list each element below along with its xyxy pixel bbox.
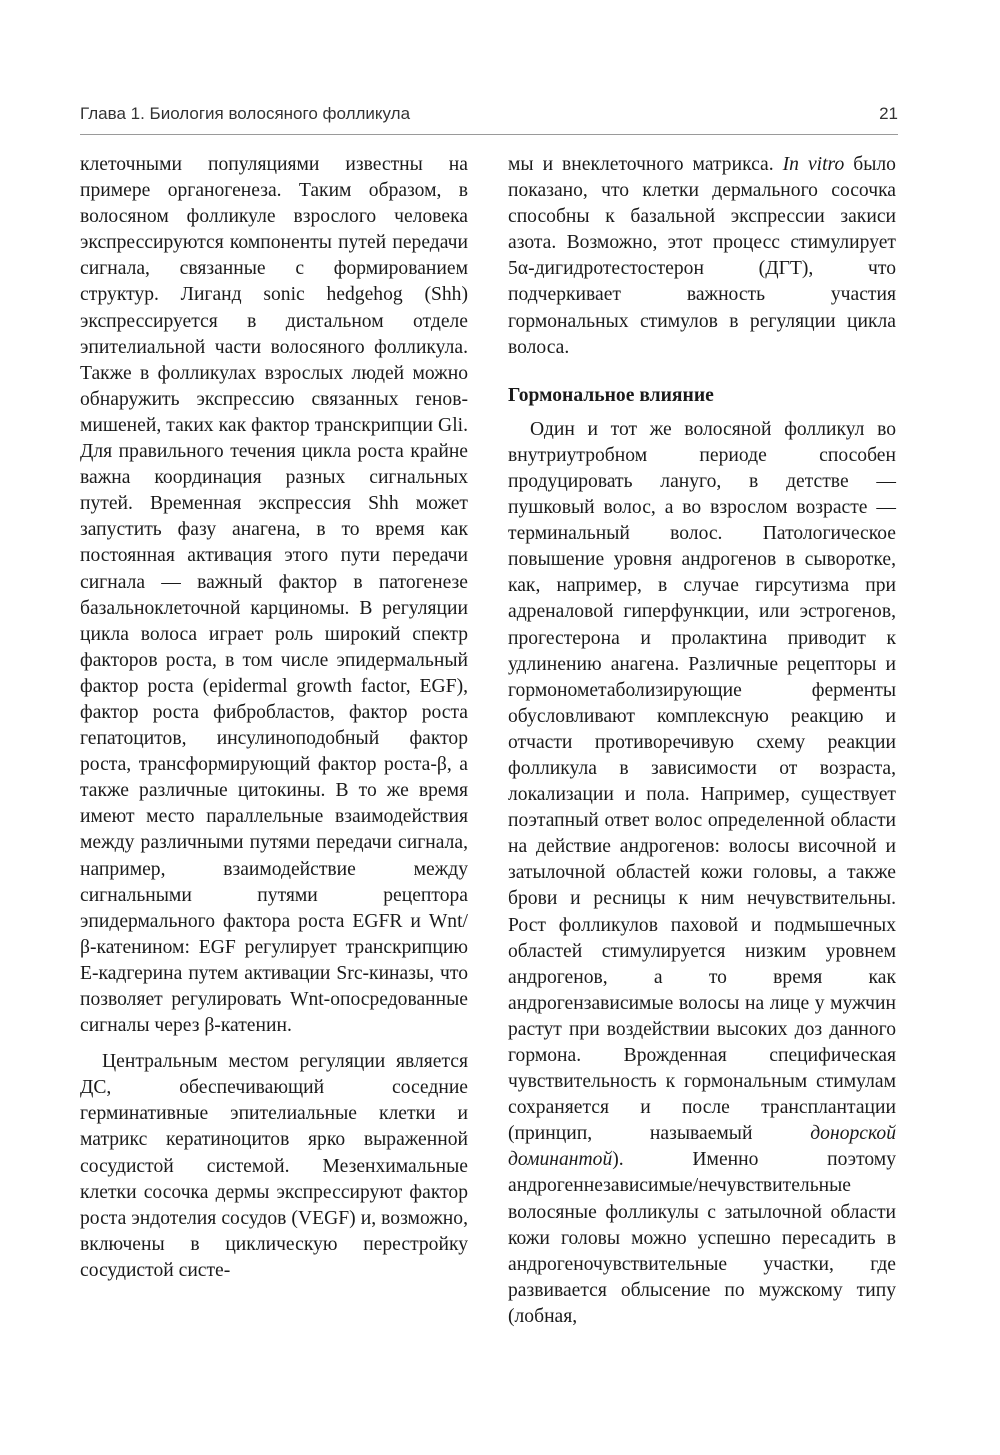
italic-term: донорской доминантой (508, 1123, 896, 1171)
text-run: ). Именно поэтому андрогеннезависимые/нечувствительные волосяные фолликулы с затылочной области кожи головы можно успешно пересадить в андрогеночувствительные участки, где развивается облысение по мужскому типу (лобная, (508, 1149, 896, 1327)
body-paragraph (508, 417, 896, 1330)
body-paragraph (508, 152, 896, 361)
page-number: 21 (879, 104, 898, 123)
body-paragraph: Центральным местом регуляции является ДС, обеспечивающий соседние герминативные эпителиальные клетки и матрикс кератиноцитов ярко выраженной сосудистой системой. Мезенхимальные клетки сосочка дермы экспрессируют фактор роста эндотелия сосудов (VEGF) и, возможно, включены в циклическую перестройку сосудистой систе- (80, 1051, 468, 1281)
body-paragraph: клеточными популяциями известны на примере органогенеза. Таким образом, в волосяном фолликуле взрослого человека экспрессируются компоненты путей передачи сигнала, связанные с формированием структур. Лиганд sonic hedgehog (Shh) экспрессируется в дистальном отделе эпителиальной части волосяного фолликула. Также в фолликулах взрослых людей можно обнаружить экспрессию связанных генов-мишеней, таких как фактор транскрипции Gli. Для правильного течения цикла роста крайне важна координация разных сигнальных путей. Временная экспрессия Shh может запустить фазу анагена, в то время как постоянная активация этого пути передачи сигнала — важный фактор в патогенезе базальноклеточной карциномы. В регуляции цикла волоса играет роль широкий спектр факторов роста, в том числе эпидермальный фактор роста (epidermal growth factor, EGF), фактор роста фибробластов, фактор роста гепатоцитов, инсулиноподобный фактор роста, трансформирующий фактор роста-β, а также различные цитокины. В то же время имеют место параллельные взаимодействия между различными путями передачи сигнала, например, взаимодействие между сигнальными путями рецептора эпидермального фактора роста EGFR и Wnt/β-катенином: EGF регулирует транскрипцию Е-кадгерина путем активации Src-киназы, что позволяет регулировать Wnt-опосредованные сигналы через β-катенин. (80, 154, 468, 1037)
section-heading: Гормональное влияние (508, 384, 714, 406)
left-column (80, 152, 468, 1284)
running-header (80, 98, 898, 135)
text-run: мы и внеклеточного матрикса. (508, 154, 774, 175)
right-column (508, 152, 896, 1330)
text-run: Один и тот же волосяной фолликул во внутриутробном периоде способен продуцировать лануго, в детстве — пушковый волос, а во взрослом возрасте — терминальный волос. Патологическое повышение уровня андрогенов в сыворотке, как, например, в случае гирсутизма при адреналовой гиперфункции, или эстрогенов, прогестерона и пролактина приводит к удлинению анагена. Различные рецепторы и гормонометаболизирующие ферменты обусловливают комплексную реакцию и отчасти противоречивую схему реакции фолликула в зависимости от возраста, локализации и пола. Например, существует поэтапный ответ волос определенной области на действие андрогенов: волосы височной и затылочной областей кожи головы, а также брови и ресницы к ним нечувствительны. Рост фолликулов паховой и подмышечных областей стимулируется низким уровнем андрогенов, а то время как андрогензависимые волосы на лице у мужчин растут при воздействии высоких доз данного гормона. Врожденная специфическая чувствительность к гормональным стимулам сохраняется и после трансплантации (принцип, называемый (508, 418, 896, 1145)
italic-term: In vitro (782, 154, 845, 175)
text-run: было показано, что клетки дермального сосочка способны к базальной экспрессии закиси азота. Возможно, этот процесс стимулирует 5α-дигидротестостерон (ДГТ), что подчеркивает важность участия гормональных стимулов в регуляции цикла волоса. (508, 154, 896, 358)
chapter-title: Глава 1. Биология волосяного фолликула (80, 104, 411, 123)
